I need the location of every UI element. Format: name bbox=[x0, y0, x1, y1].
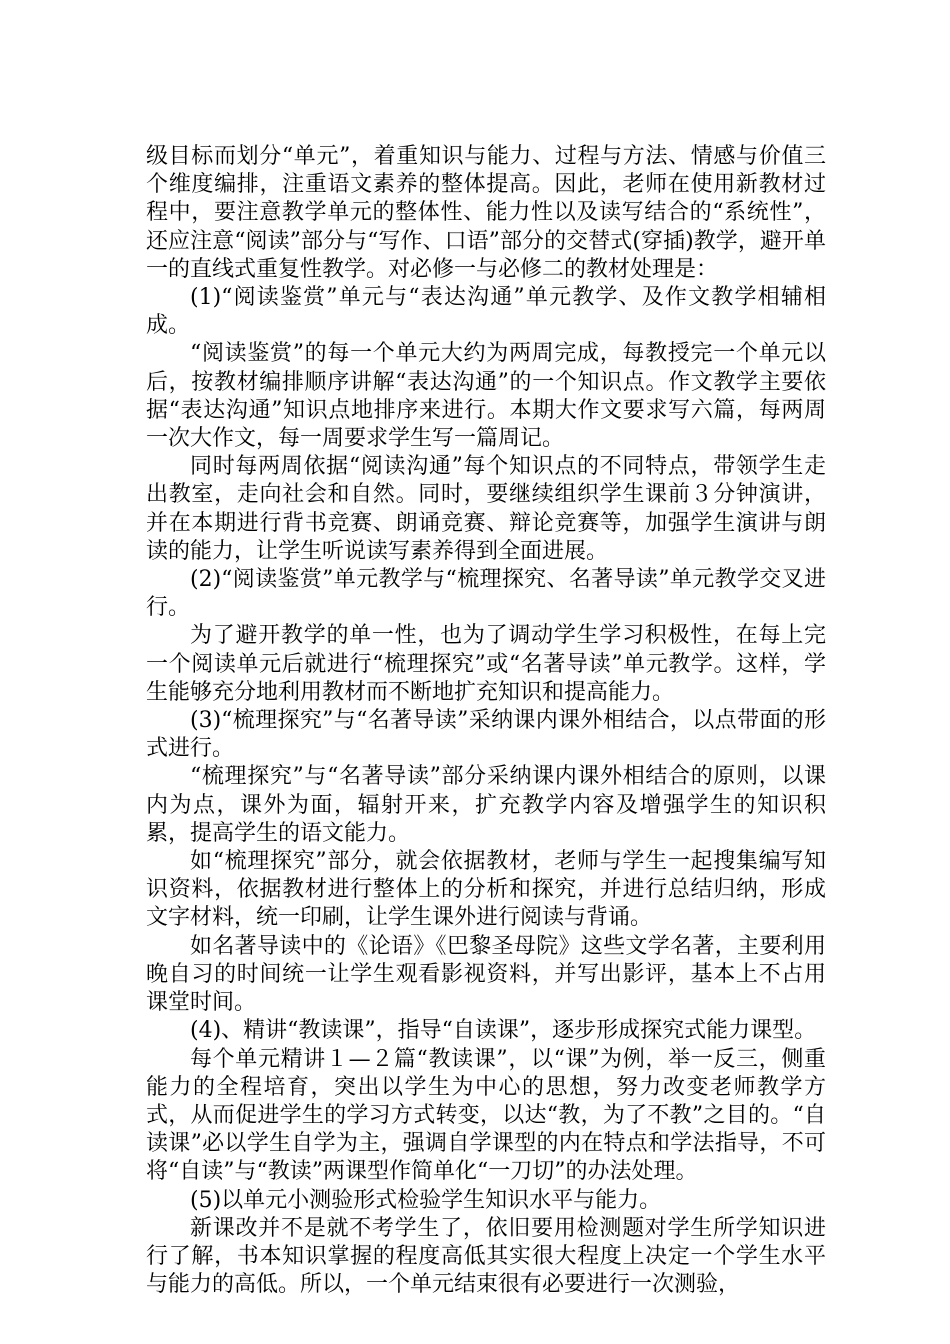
paragraph-item-3-heading: (3)“梳理探究”与“名著导读”采纳课内课外相结合，以点带面的形式进行。 bbox=[146, 708, 826, 762]
paragraph-intro: 级目标而划分“单元”，着重知识与能力、过程与方法、情感与价值三个维度编排，注重语文素养的整体提高。因此，老师在使用新教材过程中，要注意教学单元的整体性、能力性以及读写结合的“系统性”，还应注意“阅读”部分与“写作、口语”部分的交替式(穿插)教学，避开单一的直线式重复性教学。对必修一与必修二的教材处理是： bbox=[146, 144, 826, 282]
paragraph-item-1-heading: (1)“阅读鉴赏”单元与“表达沟通”单元教学、及作文教学相辅相成。 bbox=[146, 285, 826, 339]
paragraph-item-4-body: 每个单元精讲１—２篇“教读课”，以“课”为例，举一反三，侧重能力的全程培育，突出以学生为中心的思想，努力改变老师教学方式，从而促进学生的学习方式转变，以达“教，为了不教”之目的。“自读课”必以学生自学为主，强调自学课型的内在特点和学法指导，不可将“自读”与“教读”两课型作简单化“一刀切”的办法处理。 bbox=[146, 1046, 826, 1185]
paragraph-item-5-body: 新课改并不是就不考学生了，依旧要用检测题对学生所学知识进行了解，书本知识掌握的程度高低其实很大程度上决定一个学生水平与能力的高低。所以，一个单元结束很有必要进行一次测验， bbox=[146, 1215, 826, 1298]
paragraph-item-1-body-a: “阅读鉴赏”的每一个单元大约为两周完成，每教授完一个单元以后，按教材编排顺序讲解“表达沟通”的一个知识点。作文教学主要依据“表达沟通”知识点地排序来进行。本期大作文要求写六篇，每两周一次大作文，每一周要求学生写一篇周记。 bbox=[146, 341, 826, 452]
paragraph-item-2-heading: (2)“阅读鉴赏”单元教学与“梳理探究、名著导读”单元教学交叉进行。 bbox=[146, 567, 826, 621]
paragraph-item-1-body-b: 同时每两周依据“阅读沟通”每个知识点的不同特点，带领学生走出教室，走向社会和自然。同时，要继续组织学生课前３分钟演讲，并在本期进行背书竞赛、朗诵竞赛、辩论竞赛等，加强学生演讲与朗读的能力，让学生听说读写素养得到全面进展。 bbox=[146, 454, 826, 564]
paragraph-item-5-heading: (5)以单元小测验形式检验学生知识水平与能力。 bbox=[190, 1187, 662, 1213]
document-body bbox=[146, 143, 826, 1299]
paragraph-item-3-body-c: 如名著导读中的《论语》《巴黎圣母院》这些文学名著，主要利用晚自习的时间统一让学生观看影视资料，并写出影评，基本上不占用课堂时间。 bbox=[146, 933, 826, 1016]
paragraph-item-2-body: 为了避开教学的单一性，也为了调动学生学习积极性，在每上完一个阅读单元后就进行“梳理探究”或“名著导读”单元教学。这样，学生能够充分地利用教材而不断地扩充知识和提高能力。 bbox=[146, 623, 826, 705]
paragraph-item-4-heading: (4)、精讲“教读课”，指导“自读课”，逐步形成探究式能力课型。 bbox=[190, 1018, 817, 1044]
paragraph-item-3-body-b: 如“梳理探究”部分，就会依据教材，老师与学生一起搜集编写知识资料，依据教材进行整体上的分析和探究，并进行总结归纳，形成文字材料，统一印刷，让学生课外进行阅读与背诵。 bbox=[146, 849, 826, 931]
paragraph-item-3-body-a: “梳理探究”与“名著导读”部分采纳课内课外相结合的原则，以课内为点，课外为面，辐射开来，扩充教学内容及增强学生的知识积累，提高学生的语文能力。 bbox=[146, 764, 826, 846]
